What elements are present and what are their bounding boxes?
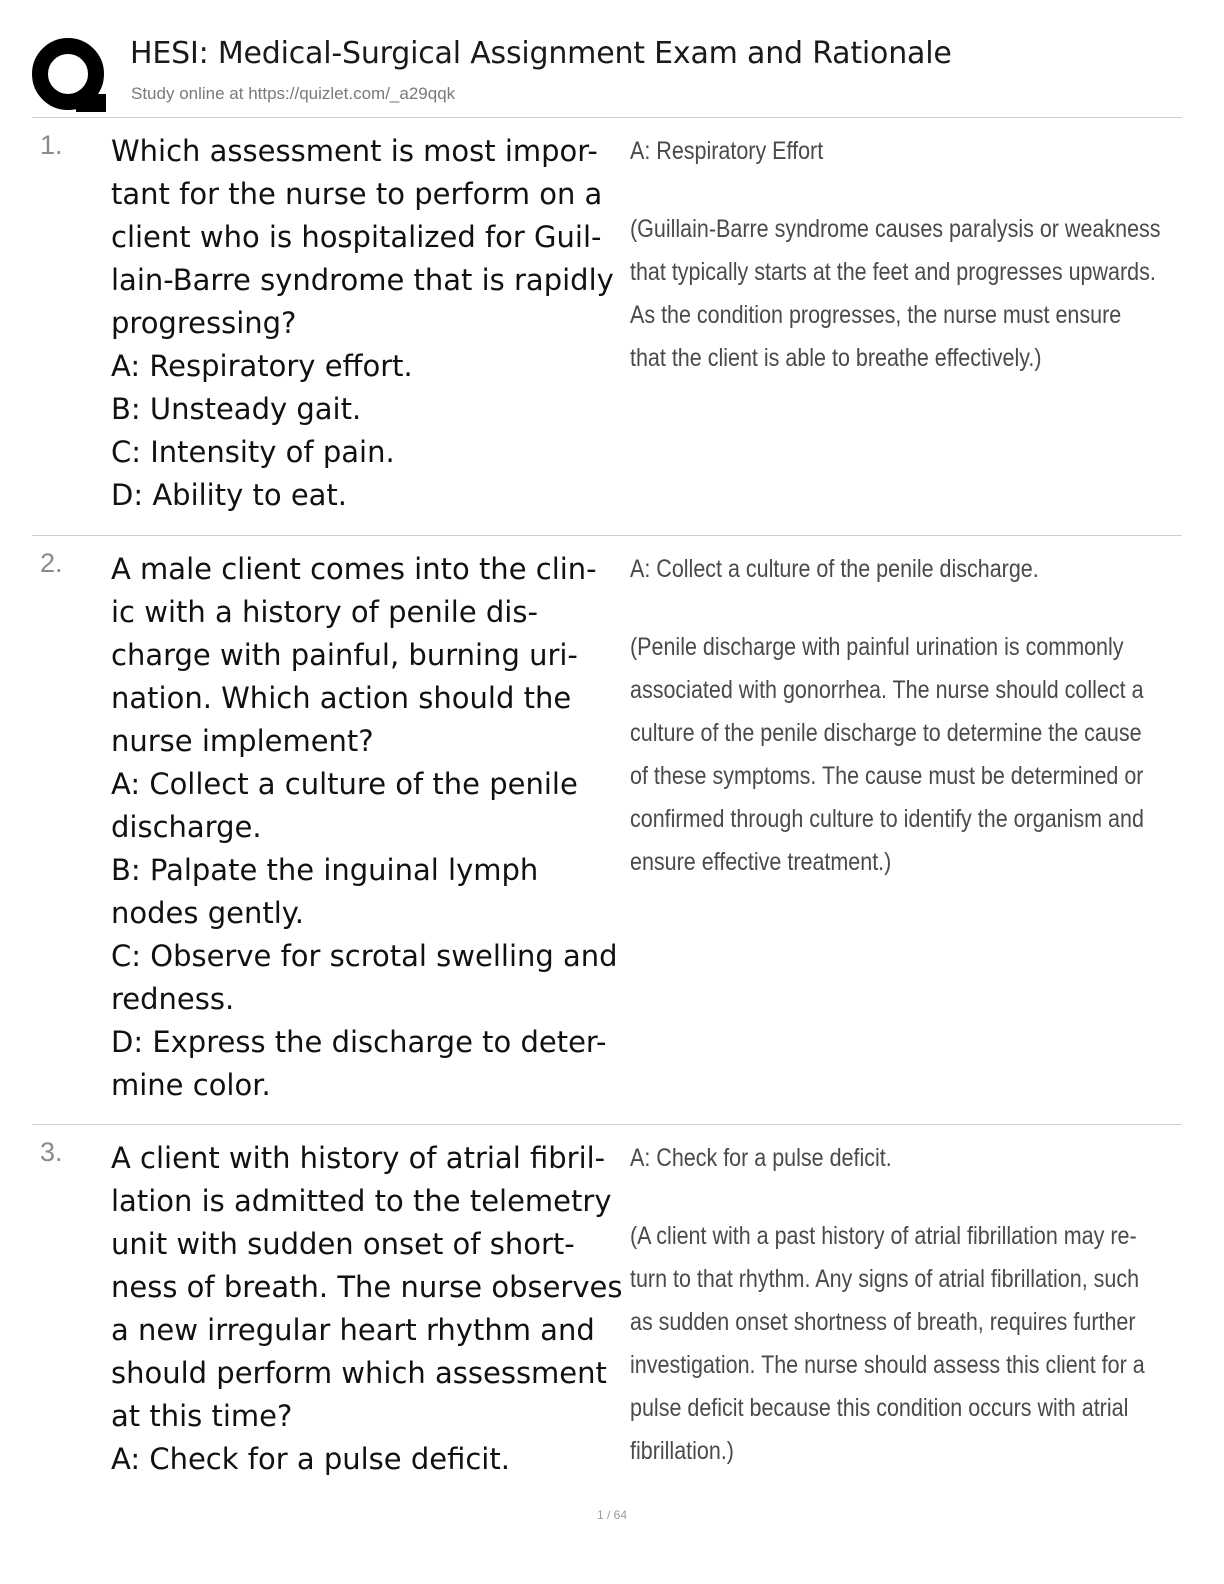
rationale-line: culture of the penile discharge to determine the cause [630, 719, 1142, 747]
rationale-line: turn to that rhythm. Any signs of atrial fibrillation, such [630, 1265, 1140, 1293]
question-line: lation is admitted to the telemetry [111, 1184, 612, 1218]
option-b: B: Unsteady gait. [111, 392, 362, 426]
option-b: B: Palpate the inguinal lymph [111, 853, 539, 887]
flashcard-3 [32, 1137, 1182, 1487]
rationale-line: pulse deficit because this condition occurs with atrial [630, 1394, 1129, 1422]
question-line: A male client comes into the clin- [111, 552, 597, 586]
option-d-cont: mine color. [111, 1068, 271, 1102]
question-line: a new irregular heart rhythm and [111, 1313, 595, 1347]
card-number: 2. [40, 548, 63, 578]
rationale-line: (Guillain-Barre syndrome causes paralysis or weakness [630, 215, 1161, 243]
question-line: lain-Barre syndrome that is rapidly [111, 263, 614, 297]
page-indicator: 1 / 64 [596, 1508, 628, 1522]
answer-line: A: Collect a culture of the penile discharge. [630, 555, 1039, 583]
rationale-line: that typically starts at the feet and progresses upwards. [630, 258, 1156, 286]
rationale-line: of these symptoms. The cause must be determined or [630, 762, 1144, 790]
option-a-cont: discharge. [111, 810, 262, 844]
option-d: D: Express the discharge to deter- [111, 1025, 607, 1059]
question-line: nation. Which action should the [111, 681, 572, 715]
rationale-line: (Penile discharge with painful urination is commonly [630, 633, 1124, 661]
question-text [111, 548, 626, 1107]
divider [32, 535, 1182, 536]
option-c-cont: redness. [111, 982, 235, 1016]
question-line: charge with painful, burning uri- [111, 638, 578, 672]
answer-line: A: Check for a pulse deficit. [630, 1144, 892, 1172]
question-line: Which assessment is most impor- [111, 134, 598, 168]
flashcard-2 [32, 548, 1182, 1108]
divider [32, 117, 1182, 118]
question-text [111, 1137, 626, 1481]
option-a: A: Respiratory effort. [111, 349, 413, 383]
page-header [30, 30, 1180, 116]
question-line: at this time? [111, 1399, 293, 1433]
question-line: unit with sudden onset of short- [111, 1227, 575, 1261]
rationale-line: ensure effective treatment.) [630, 848, 892, 876]
rationale-line: associated with gonorrhea. The nurse should collect a [630, 676, 1144, 704]
divider [32, 1124, 1182, 1125]
card-number: 1. [40, 130, 63, 160]
answer-text [630, 1137, 1170, 1473]
quizlet-q-logo-icon [30, 36, 110, 116]
option-d: D: Ability to eat. [111, 478, 348, 512]
question-line: client who is hospitalized for Guil- [111, 220, 602, 254]
option-c: C: Observe for scrotal swelling and [111, 939, 618, 973]
question-line: should perform which assessment [111, 1356, 607, 1390]
question-line: ic with a history of penile dis- [111, 595, 538, 629]
rationale-line: investigation. The nurse should assess this client for a [630, 1351, 1145, 1379]
answer-text [630, 548, 1170, 884]
question-line: nurse implement? [111, 724, 374, 758]
question-line: progressing? [111, 306, 297, 340]
question-line: A client with history of atrial fibril- [111, 1141, 606, 1175]
study-link-text: Study online at https://quizlet.com/_a29qqk [131, 84, 456, 103]
option-a: A: Check for a pulse deficit. [111, 1442, 510, 1476]
rationale-line: (A client with a past history of atrial fibrillation may re- [630, 1222, 1137, 1250]
option-a: A: Collect a culture of the penile [111, 767, 578, 801]
option-b-cont: nodes gently. [111, 896, 305, 930]
question-line: ness of breath. The nurse observes [111, 1270, 623, 1304]
rationale-line: that the client is able to breathe effectively.) [630, 344, 1042, 372]
card-number: 3. [40, 1137, 63, 1167]
page-title: HESI: Medical-Surgical Assignment Exam and Rationale [130, 36, 952, 71]
rationale-line: fibrillation.) [630, 1437, 734, 1465]
rationale-line: As the condition progresses, the nurse must ensure [630, 301, 1122, 329]
rationale-line: confirmed through culture to identify the organism and [630, 805, 1144, 833]
answer-line: A: Respiratory Effort [630, 137, 824, 165]
option-c: C: Intensity of pain. [111, 435, 395, 469]
rationale-line: as sudden onset shortness of breath, requires further [630, 1308, 1136, 1336]
question-text [111, 130, 626, 517]
flashcard-1 [32, 130, 1182, 520]
question-line: tant for the nurse to perform on a [111, 177, 603, 211]
answer-text [630, 130, 1170, 380]
